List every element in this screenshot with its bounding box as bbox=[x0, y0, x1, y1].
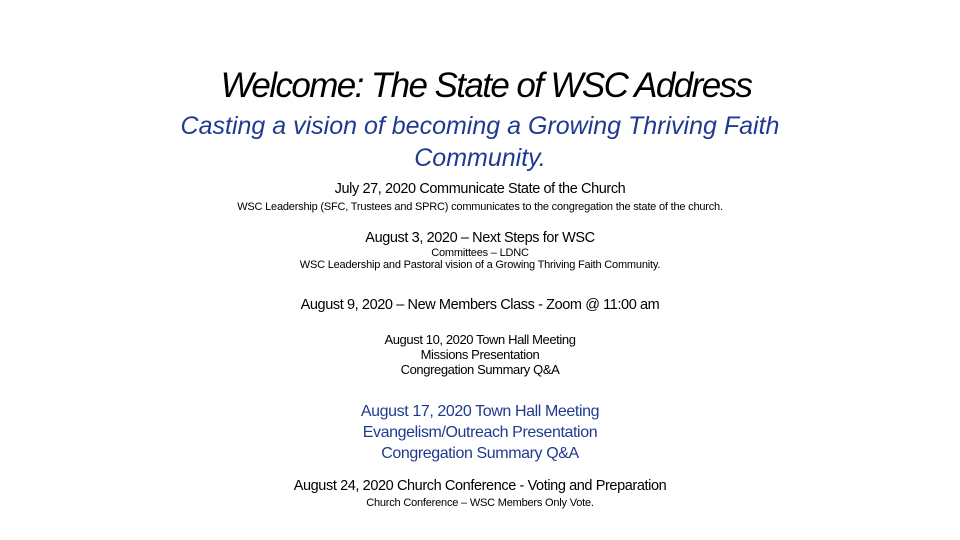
subtitle-line-1: Casting a vision of becoming a Growing Thriving Faith bbox=[180, 112, 780, 140]
agenda-item-5-detail-2: Congregation Summary Q&A bbox=[381, 445, 579, 462]
agenda-item-2-heading: August 3, 2020 – Next Steps for WSC bbox=[365, 230, 595, 246]
agenda-item-4-heading: August 10, 2020 Town Hall Meeting bbox=[384, 332, 576, 347]
agenda-item-5-heading: August 17, 2020 Town Hall Meeting bbox=[360, 403, 600, 420]
slide-subtitle bbox=[0, 110, 960, 174]
agenda-item-5-detail-1: Evangelism/Outreach Presentation bbox=[362, 424, 598, 441]
slide-title: Welcome: The State of WSC Address bbox=[220, 66, 752, 105]
agenda-item-4-detail-1: Missions Presentation bbox=[420, 347, 540, 362]
agenda-item-4-detail-2: Congregation Summary Q&A bbox=[400, 362, 560, 377]
agenda-item-3-heading: August 9, 2020 – New Members Class - Zoom @ 11:00 am bbox=[300, 297, 660, 313]
subtitle-line-2: Community. bbox=[414, 144, 546, 172]
agenda-item-6-heading: August 24, 2020 Church Conference - Voting and Preparation bbox=[293, 478, 667, 494]
agenda-item-6-detail: Church Conference – WSC Members Only Vote. bbox=[366, 497, 594, 509]
agenda-item-2-detail-2: WSC Leadership and Pastoral vision of a Growing Thriving Faith Community. bbox=[299, 259, 661, 271]
agenda-item-1-heading: July 27, 2020 Communicate State of the Church bbox=[334, 181, 626, 197]
agenda-item-1-detail: WSC Leadership (SFC, Trustees and SPRC) communicates to the congregation the state of the church. bbox=[237, 201, 723, 213]
agenda-item-2-detail-1: Committees – LDNC bbox=[431, 247, 529, 259]
